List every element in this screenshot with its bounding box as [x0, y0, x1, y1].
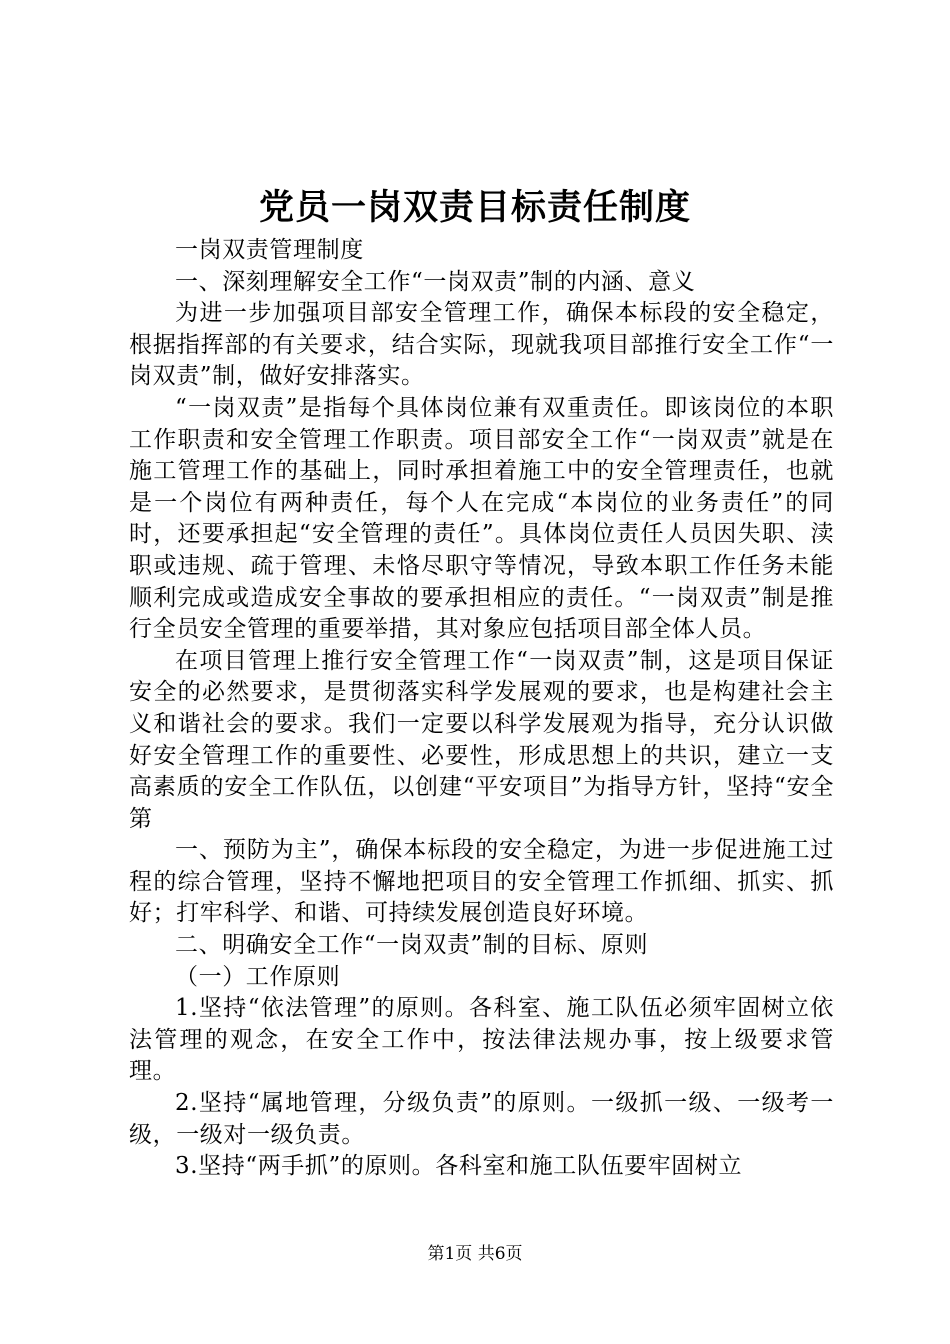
- paragraph: 一、预防为主”，确保本标段的安全稳定，为进一步促进施工过程的综合管理，坚持不懈地把项目的安全管理工作抓细、抓实、抓好；打牢科学、和谐、可持续发展创造良好环境。: [129, 837, 834, 927]
- document-body: [129, 235, 834, 1183]
- paragraph: 1.坚持“依法管理”的原则。各科室、施工队伍必须牢固树立依法管理的观念，在安全工作中，按法律法规办事，按上级要求管理。: [129, 995, 834, 1085]
- document-title: 党员一岗双责目标责任制度: [258, 187, 691, 228]
- paragraph: 一岗双责管理制度: [175, 237, 364, 263]
- paragraph: （一）工作原则: [175, 963, 341, 990]
- paragraph: “一岗双责”是指每个具体岗位兼有双重责任。即该岗位的本职工作职责和安全管理工作职责。项目部安全工作“一岗双责”就是在施工管理工作的基础上，同时承担着施工中的安全管理责任，也就是一个岗位有两种责任，每个人在完成“本岗位的业务责任”的同时，还要承担起“安全管理的责任”。具体岗位责任人员因失职、渎职或违规、疏于管理、未恪尽职守等情况，导致本职工作任务未能顺利完成或造成安全事故的要承担相应的责任。“一岗双责”制是推行全员安全管理的重要举措，其对象应包括项目部全体人员。: [129, 394, 834, 643]
- paragraph: 3.坚持“两手抓”的原则。各科室和施工队伍要牢固树立: [175, 1153, 743, 1180]
- paragraph: 二、明确安全工作“一岗双责”制的目标、原则: [175, 932, 649, 959]
- paragraph: 在项目管理上推行安全管理工作“一岗双责”制，这是项目保证安全的必然要求，是贯彻落实科学发展观的要求，也是构建社会主义和谐社会的要求。我们一定要以科学发展观为指导，充分认识做好安全管理工作的重要性、必要性，形成思想上的共识，建立一支高素质的安全工作队伍，以创建“平安项目”为指导方针，坚持“安全第: [129, 647, 834, 832]
- page-number-footer: 第1页 共6页: [427, 1244, 523, 1264]
- paragraph: 2.坚持“属地管理，分级负责”的原则。一级抓一级、一级考一级，一级对一级负责。: [129, 1090, 834, 1148]
- paragraph: 一、深刻理解安全工作“一岗双责”制的内涵、意义: [175, 268, 696, 295]
- paragraph: 为进一步加强项目部安全管理工作，确保本标段的安全稳定，根据指挥部的有关要求，结合实际，现就我项目部推行安全工作“一岗双责”制，做好安排落实。: [129, 300, 834, 390]
